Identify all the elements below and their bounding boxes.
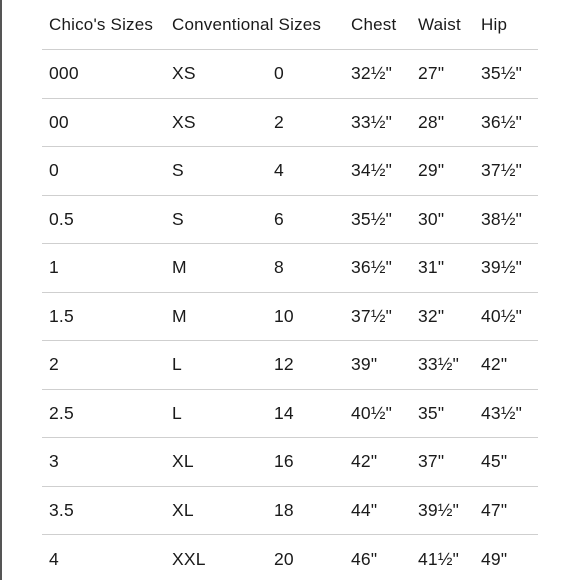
chicos-size-cell: 0 xyxy=(49,160,59,181)
conventional-letter-cell: XL xyxy=(172,451,194,472)
table-row xyxy=(42,147,538,196)
chest-cell: 42" xyxy=(351,451,378,472)
conventional-letter-cell: L xyxy=(172,354,182,375)
conventional-letter-cell: XL xyxy=(172,499,194,520)
table-row xyxy=(42,196,538,245)
conventional-letter-cell: M xyxy=(172,257,187,278)
conventional-number-cell: 4 xyxy=(274,160,284,181)
hip-cell: 39½" xyxy=(481,257,523,278)
hip-cell: 36½" xyxy=(481,111,523,132)
chicos-size-cell: 3 xyxy=(49,451,59,472)
hip-cell: 37½" xyxy=(481,160,523,181)
conventional-number-cell: 20 xyxy=(274,548,294,569)
conventional-number-cell: 14 xyxy=(274,402,294,423)
hip-cell: 38½" xyxy=(481,208,523,229)
table-row xyxy=(42,438,538,487)
chicos-size-cell: 00 xyxy=(49,111,69,132)
waist-cell: 29" xyxy=(418,160,445,181)
chicos-size-cell: 2.5 xyxy=(49,402,74,423)
header-chicos-sizes: Chico's Sizes xyxy=(49,15,154,34)
table-row xyxy=(42,99,538,148)
waist-cell: 27" xyxy=(418,63,445,84)
waist-cell: 37" xyxy=(418,451,445,472)
hip-cell: 42" xyxy=(481,354,508,375)
chicos-size-cell: 4 xyxy=(49,548,59,569)
conventional-number-cell: 6 xyxy=(274,208,284,229)
chest-cell: 36½" xyxy=(351,257,393,278)
table-header-row xyxy=(42,0,538,50)
conventional-letter-cell: S xyxy=(172,160,184,181)
hip-cell: 47" xyxy=(481,499,508,520)
hip-cell: 40½" xyxy=(481,305,523,326)
conventional-number-cell: 0 xyxy=(274,63,284,84)
waist-cell: 41½" xyxy=(418,548,460,569)
chest-cell: 34½" xyxy=(351,160,393,181)
chest-cell: 35½" xyxy=(351,208,393,229)
conventional-number-cell: 18 xyxy=(274,499,294,520)
conventional-letter-cell: L xyxy=(172,402,182,423)
conventional-number-cell: 16 xyxy=(274,451,294,472)
conventional-letter-cell: M xyxy=(172,305,187,326)
table-row xyxy=(42,487,538,536)
table-row xyxy=(42,293,538,342)
chicos-size-cell: 000 xyxy=(49,63,79,84)
conventional-letter-cell: XS xyxy=(172,63,196,84)
hip-cell: 43½" xyxy=(481,402,523,423)
conventional-number-cell: 12 xyxy=(274,354,294,375)
chicos-size-cell: 3.5 xyxy=(49,499,74,520)
waist-cell: 30" xyxy=(418,208,445,229)
conventional-letter-cell: XS xyxy=(172,111,196,132)
conventional-letter-cell: S xyxy=(172,208,184,229)
header-hip: Hip xyxy=(481,15,508,34)
waist-cell: 32" xyxy=(418,305,445,326)
waist-cell: 35" xyxy=(418,402,445,423)
header-conventional-sizes: Conventional Sizes xyxy=(172,15,322,34)
chest-cell: 46" xyxy=(351,548,378,569)
hip-cell: 49" xyxy=(481,548,508,569)
chest-cell: 37½" xyxy=(351,305,393,326)
conventional-letter-cell: XXL xyxy=(172,548,206,569)
size-chart-table xyxy=(42,0,538,584)
table-row xyxy=(42,50,538,99)
header-waist: Waist xyxy=(418,15,461,34)
chicos-size-cell: 2 xyxy=(49,354,59,375)
chicos-size-cell: 1.5 xyxy=(49,305,74,326)
chest-cell: 44" xyxy=(351,499,378,520)
waist-cell: 33½" xyxy=(418,354,460,375)
waist-cell: 28" xyxy=(418,111,445,132)
hip-cell: 35½" xyxy=(481,63,523,84)
hip-cell: 45" xyxy=(481,451,508,472)
header-chest: Chest xyxy=(351,15,397,34)
left-border-line xyxy=(0,0,2,580)
chicos-size-cell: 1 xyxy=(49,257,59,278)
table-row xyxy=(42,535,538,584)
waist-cell: 31" xyxy=(418,257,445,278)
waist-cell: 39½" xyxy=(418,499,460,520)
table-row xyxy=(42,390,538,439)
conventional-number-cell: 10 xyxy=(274,305,294,326)
table-row xyxy=(42,244,538,293)
chest-cell: 33½" xyxy=(351,111,393,132)
chest-cell: 39" xyxy=(351,354,378,375)
chicos-size-cell: 0.5 xyxy=(49,208,74,229)
chest-cell: 32½" xyxy=(351,63,393,84)
conventional-number-cell: 8 xyxy=(274,257,284,278)
conventional-number-cell: 2 xyxy=(274,111,284,132)
chest-cell: 40½" xyxy=(351,402,393,423)
table-row xyxy=(42,341,538,390)
